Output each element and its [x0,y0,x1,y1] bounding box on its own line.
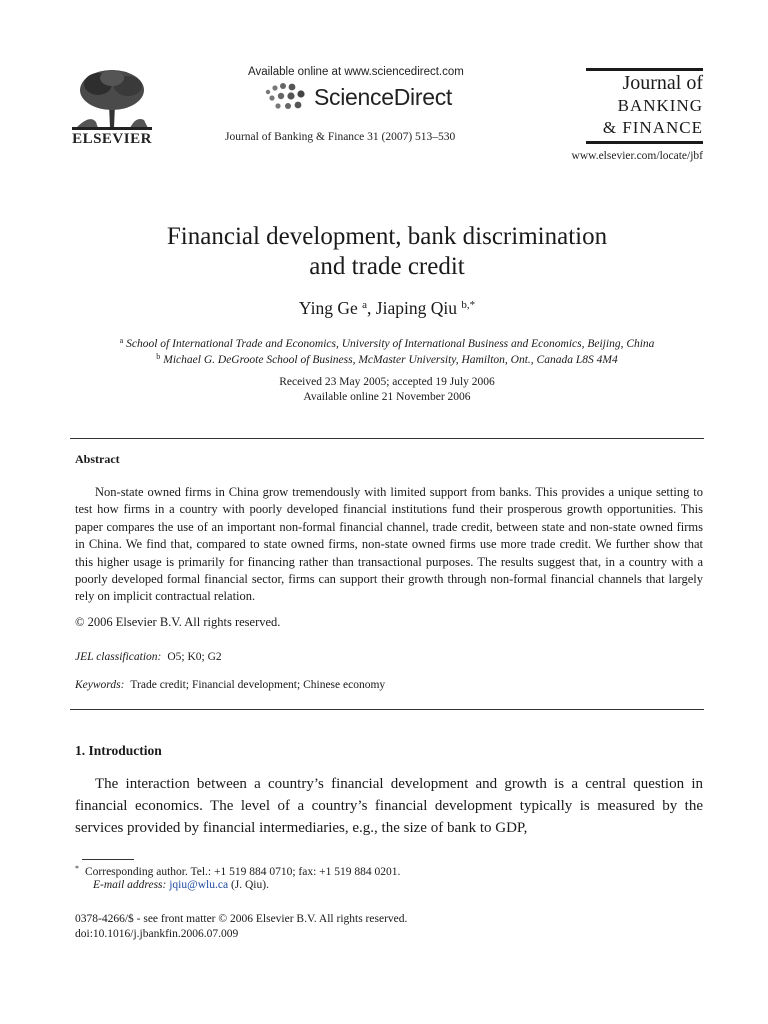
email-link[interactable]: jqiu@wlu.ca [169,879,229,891]
section-heading-introduction: 1. Introduction [75,743,162,758]
keywords-label: Keywords: [75,679,125,691]
author-separator: , [367,298,376,318]
sciencedirect-dots-icon [262,82,310,112]
introduction-body: The interaction between a country’s financial development and growth is a central question in financial economics. The level of a country’s financial development typically is measured by the services provided by financial intermediaries, e.g., the size of bank to GDP, [75,776,703,836]
abstract-copyright: © 2006 Elsevier B.V. All rights reserved. [75,615,281,629]
footnote-corresponding-text: Corresponding author. Tel.: +1 519 884 0710; fax: +1 519 884 0201. [85,866,401,878]
affiliation-text: School of International Trade and Economics, University of International Business and Economics, Beijing, China [126,338,655,350]
jel-label: JEL classification: [75,651,162,663]
available-online-date: Available online 21 November 2006 [303,391,471,403]
footnote-rule [82,859,134,860]
journal-citation: Journal of Banking & Finance 31 (2007) 513–530 [225,131,456,143]
footnote-email [93,879,269,891]
email-label: E-mail address: [93,879,167,891]
journal-brand-line3: & FINANCE [602,118,703,137]
journal-brand-rule-bottom [586,141,703,144]
abstract-body: Non-state owned firms in China grow tremendously with limited support from banks. This provides a unique setting to test how firms in a country with poorly developed financial institutions fund their prosperous growth opportunities. This paper compares the use of an important non-formal financial channel, trade credit, between state and non-state owned firms in China. We find that, compared to state owned firms, non-state owned firms use more trade credit. We further show that this higher usage is primarily for financing rather than transactional purposes. The results suggest that, in a country with a poorly developed formal financial sector, firms can support their growth through non-formal financial channels that largely rely on implicit contractual relation. [75,485,703,604]
sciencedirect-logo-text: ScienceDirect [314,84,452,110]
divider [70,438,704,439]
journal-url-link[interactable]: www.elsevier.com/locate/jbf [571,150,703,162]
author-name: Ying Ge [298,298,358,318]
footnote-marker: * [75,864,79,873]
article-title [70,222,704,282]
received-date: Received 23 May 2005; accepted 19 July 2006 [279,376,495,388]
affiliation-b [70,352,704,366]
article-title-line1: Financial development, bank discrimination [166,223,608,250]
jel-value: O5; K0; G2 [167,651,222,663]
footnote-corresponding-author [75,864,400,878]
affiliation-text: Michael G. DeGroote School of Business, McMaster University, Hamilton, Ont., Canada L8S 4M4 [163,354,618,366]
abstract-heading: Abstract [75,452,120,466]
keywords [75,679,385,691]
author-affiliation-marker: b,* [461,299,476,311]
email-owner: (J. Qiu). [230,879,269,891]
divider [70,709,704,710]
publisher-name: ELSEVIER [72,131,152,147]
affiliation-marker: b [156,352,161,361]
keywords-value: Trade credit; Financial development; Chinese economy [130,679,386,691]
author-affiliation-marker: a [362,299,368,311]
author-list [70,298,704,319]
affiliation-marker: a [119,336,124,345]
journal-brand-line1: Journal of [622,72,703,94]
doi-line[interactable]: doi:10.1016/j.jbankfin.2006.07.009 [75,928,239,940]
issn-line: 0378-4266/$ - see front matter © 2006 Elsevier B.V. All rights reserved. [75,913,408,925]
journal-brand-line2: BANKING [617,96,703,115]
affiliation-a [70,336,704,350]
author-name: Jiaping Qiu [375,298,457,318]
jel-classification [75,651,222,663]
journal-brand-rule-top [586,68,703,71]
available-online-text[interactable]: Available online at www.sciencedirect.com [248,66,464,78]
article-title-line2: and trade credit [309,253,465,280]
